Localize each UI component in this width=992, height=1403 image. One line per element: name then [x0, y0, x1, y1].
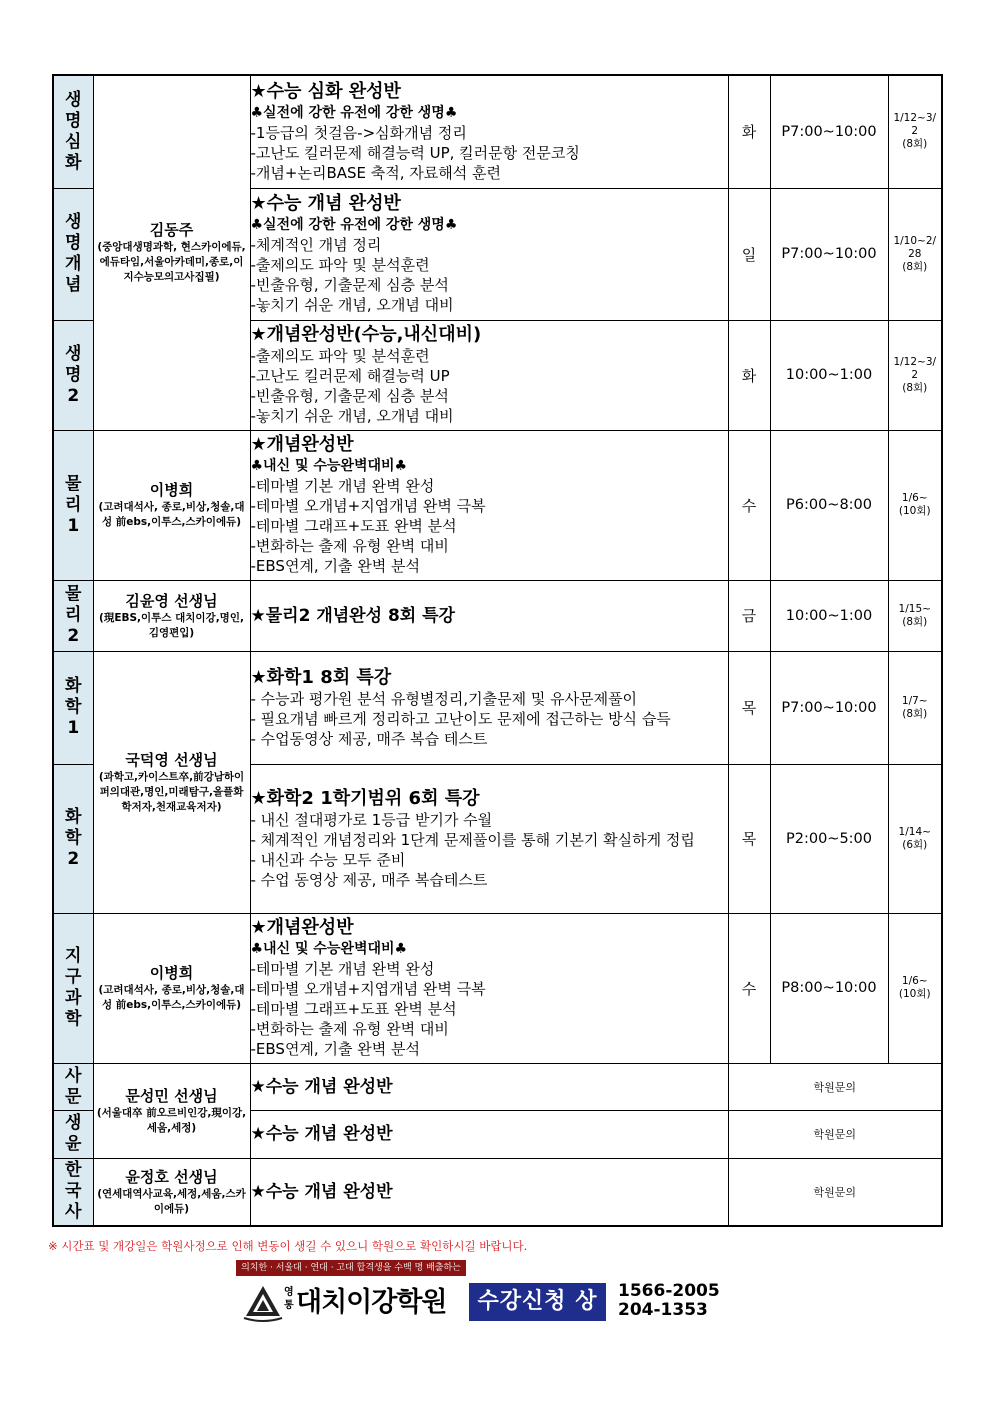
- day-cell: 목: [728, 651, 770, 764]
- course-content: ★화학2 1학기범위 6회 특강 - 내신 절대평가로 1등급 받기가 수월 - 체계적인 개념정리와 1단계 문제풀이를 통해 기본기 확실하게 정립 - 내신과 수능 모두 준비 - 수업 동영상 제공, 매주 복습테스트: [250, 764, 728, 913]
- course-content: ★개념완성반 ♣내신 및 수능완벽대비♣ -테마별 기본 개념 완벽 완성 -테마별 오개념+지엽개념 완벽 극복 -테마별 그래프+도표 완벽 분석 -변화하는 출제 유형 완벽 대비 -EBS연계, 기출 완벽 분석: [250, 430, 728, 580]
- enrollment-badge: 수강신청 상담: [469, 1283, 606, 1321]
- day-cell: 금: [728, 580, 770, 651]
- table-row: [53, 1063, 942, 1110]
- table-row: [53, 651, 942, 764]
- teacher-name: 국덕영 선생님: [125, 750, 218, 769]
- teacher-cell: [93, 580, 250, 651]
- time-cell: P7:00~10:00: [770, 651, 888, 764]
- subject-cell: 사 문: [53, 1063, 93, 1110]
- course-content: ★화학1 8회 특강 - 수능과 평가원 분석 유형별정리,기출문제 및 유사문제풀이 - 필요개념 빠르게 정리하고 고난이도 문제에 접근하는 방식 습득 - 수업동영상 제공, 매주 복습 테스트: [250, 651, 728, 764]
- teacher-name: 윤정호 선생님: [125, 1167, 218, 1186]
- course-content: ★개념완성반(수능,내신대비) -출제의도 파악 및 분석훈련 -고난도 킬러문제 해결능력 UP -빈출유형, 기출문제 심층 분석 -놓치기 쉬운 개념, 오개념 대비: [250, 320, 728, 430]
- period-cell: 1/12~3/ 2 (8회): [888, 75, 942, 188]
- course-content: ★수능 심화 완성반 ♣실전에 강한 유전에 강한 생명♣ -1등급의 첫걸음->심화개념 정리 -고난도 킬러문제 해결능력 UP, 킬러문항 전문코칭 -개념+논리BASE 축적, 자료해석 훈련: [250, 75, 728, 188]
- course-title: ★수능 심화 완성반: [250, 80, 401, 102]
- course-title: ★수능 개념 완성반: [250, 193, 401, 214]
- period-cell: 1/6~ (10회): [888, 913, 942, 1063]
- time-cell: P8:00~10:00: [770, 913, 888, 1063]
- inquiry-cell: 학원문의: [728, 1063, 942, 1110]
- time-cell: P6:00~8:00: [770, 430, 888, 580]
- table-row: [53, 75, 942, 188]
- teacher-cell: [93, 1158, 250, 1226]
- inquiry-cell: 학원문의: [728, 1110, 942, 1158]
- period-cell: 1/15~ (8회): [888, 580, 942, 651]
- time-cell: 10:00~1:00: [770, 320, 888, 430]
- course-title: ★개념완성반: [250, 434, 354, 455]
- brand-small-label: 영 통: [284, 1287, 294, 1311]
- time-cell: P2:00~5:00: [770, 764, 888, 913]
- phone-numbers: 1566-2005 204-1353: [618, 1281, 720, 1320]
- teacher-info: (고려대석사, 종로,비상,청솔,대성 前ebs,이투스,스카이에듀): [98, 984, 245, 1011]
- promo-banner: 의치한 · 서울대 · 연대 · 고대 합격생을 수백 명 배출하는: [236, 1260, 466, 1276]
- subject-cell: 화 학 1: [53, 651, 93, 764]
- inquiry-cell: 학원문의: [728, 1158, 942, 1226]
- teacher-cell: [93, 913, 250, 1063]
- academy-name: 대치이강학원: [296, 1287, 447, 1318]
- table-row: [53, 430, 942, 580]
- period-cell: 1/6~ (10회): [888, 430, 942, 580]
- day-cell: 화: [728, 75, 770, 188]
- day-cell: 수: [728, 913, 770, 1063]
- subject-cell: 지 구 과 학: [53, 913, 93, 1063]
- teacher-name: 문성민 선생님: [125, 1086, 218, 1105]
- course-title: ★수능 개념 완성반: [250, 1158, 728, 1226]
- table-row: [53, 1158, 942, 1226]
- teacher-info: (現EBS,이투스 대치이강,명인,김영편입): [99, 611, 244, 639]
- teacher-cell: [93, 651, 250, 913]
- course-content: ★개념완성반 ♣내신 및 수능완벽대비♣ -테마별 기본 개념 완벽 완성 -테마별 오개념+지엽개념 완벽 극복 -테마별 그래프+도표 완벽 분석 -변화하는 출제 유형 완벽 대비 -EBS연계, 기출 완벽 분석: [250, 913, 728, 1063]
- teacher-info: (과학고,카이스트卒,前강남하이퍼의대관,명인,미래탐구,올플화학저자,천재교육저자): [98, 770, 245, 813]
- course-title: ★개념완성반: [250, 917, 354, 938]
- subject-cell: 생 명 2: [53, 320, 93, 430]
- period-cell: 1/14~ (6회): [888, 764, 942, 913]
- teacher-name: 이병희: [149, 964, 194, 982]
- course-title: ★개념완성반(수능,내신대비): [250, 324, 482, 345]
- subject-cell: 생 윤: [53, 1110, 93, 1158]
- course-title: ★화학2 1학기범위 6회 특강: [250, 787, 480, 809]
- subject-cell: 물 리 2: [53, 580, 93, 651]
- academy-logo-icon: [240, 1278, 286, 1326]
- table-row: [53, 580, 942, 651]
- course-title: ★물리2 개념완성 8회 특강: [250, 580, 728, 651]
- course-title: ★수능 개념 완성반: [250, 1063, 728, 1110]
- period-cell: 1/7~ (8회): [888, 651, 942, 764]
- course-content: ★수능 개념 완성반 ♣실전에 강한 유전에 강한 생명♣ -체계적인 개념 정리 -출제의도 파악 및 분석훈련 -빈출유형, 기출문제 심층 분석 -놓치기 쉬운 개념, 오개념 대비: [250, 188, 728, 320]
- day-cell: 수: [728, 430, 770, 580]
- subject-cell: 생 명 심 화: [53, 75, 93, 188]
- period-cell: 1/10~2/ 28 (8회): [888, 188, 942, 320]
- teacher-info: (서울대卒 前오르비인강,現이강,세움,세정): [96, 1106, 247, 1134]
- teacher-cell: [93, 1063, 250, 1158]
- day-cell: 화: [728, 320, 770, 430]
- subject-cell: 물 리 1: [53, 430, 93, 580]
- subject-cell: 생 명 개 념: [53, 188, 93, 320]
- period-cell: 1/12~3/ 2 (8회): [888, 320, 942, 430]
- teacher-info: (고려대석사, 종로,비상,청솔,대성 前ebs,이투스,스카이에듀): [98, 501, 245, 528]
- schedule-notice: ※ 시간표 및 개강일은 학원사정으로 인해 변동이 생길 수 있으니 학원으로 확인하시길 바랍니다.: [48, 1239, 528, 1253]
- teacher-cell: [93, 430, 250, 580]
- schedule-table: [52, 74, 943, 1227]
- time-cell: P7:00~10:00: [770, 188, 888, 320]
- day-cell: 목: [728, 764, 770, 913]
- teacher-name: 김윤영 선생님: [125, 591, 218, 610]
- time-cell: 10:00~1:00: [770, 580, 888, 651]
- course-title: ★수능 개념 완성반: [250, 1110, 728, 1158]
- teacher-name: 이병희: [149, 481, 194, 499]
- time-cell: P7:00~10:00: [770, 75, 888, 188]
- teacher-info: (중앙대생명과학, 현스카이에듀,에듀타임,서울아카데미,종로,이지수능모의고사집필): [97, 241, 246, 284]
- day-cell: 일: [728, 188, 770, 320]
- table-row: [53, 913, 942, 1063]
- teacher-info: (연세대역사교육,세정,세움,스카이에듀): [97, 1187, 246, 1215]
- subject-cell: 한 국 사: [53, 1158, 93, 1226]
- subject-cell: 화 학 2: [53, 764, 93, 913]
- teacher-name: 김동주: [149, 221, 194, 240]
- course-title: ★화학1 8회 특강: [250, 666, 392, 688]
- teacher-cell: [93, 75, 250, 430]
